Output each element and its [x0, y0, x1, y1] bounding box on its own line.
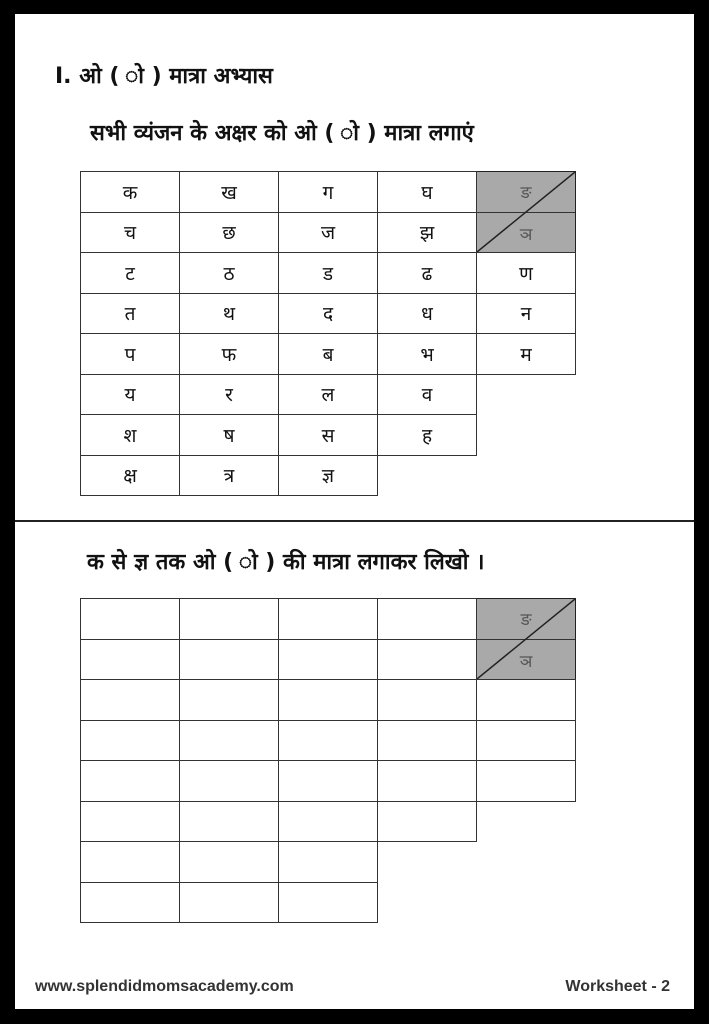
letter-cell: ट — [80, 252, 180, 294]
blank-cell[interactable] — [80, 598, 180, 640]
letter-cell: क्ष — [80, 455, 180, 497]
letter-cell: प — [80, 333, 180, 375]
worksheet-page — [15, 14, 694, 1009]
letter-cell: ज — [278, 212, 378, 254]
blank-cell[interactable] — [278, 801, 378, 843]
letter-cell: म — [476, 333, 576, 375]
letter-cell: ज्ञ — [278, 455, 378, 497]
letter-cell: क — [80, 171, 180, 213]
letter-cell: ब — [278, 333, 378, 375]
letter-cell: ग — [278, 171, 378, 213]
blank-cell[interactable] — [278, 679, 378, 721]
blank-cell[interactable] — [278, 841, 378, 883]
worksheet-number: Worksheet - 2 — [565, 978, 670, 995]
blank-cell[interactable] — [377, 720, 477, 762]
blank-cell[interactable] — [377, 679, 477, 721]
instruction-1: सभी व्यंजन के अक्षर को ओ ( ो ) मात्रा लगाएं — [90, 121, 474, 146]
blank-cell[interactable] — [278, 882, 378, 924]
blank-cell[interactable] — [377, 760, 477, 802]
letter-cell: स — [278, 414, 378, 456]
blank-cell[interactable] — [278, 720, 378, 762]
blank-cell[interactable] — [179, 679, 279, 721]
blank-cell[interactable] — [377, 639, 477, 681]
blank-cell[interactable] — [80, 841, 180, 883]
blank-cell[interactable] — [80, 720, 180, 762]
letter-cell: छ — [179, 212, 279, 254]
letter-cell: ख — [179, 171, 279, 213]
letter-cell: ड — [278, 252, 378, 294]
blank-cell[interactable] — [278, 639, 378, 681]
blank-cell[interactable] — [179, 760, 279, 802]
letter-cell: य — [80, 374, 180, 416]
letter-cell: ण — [476, 252, 576, 294]
blank-cell[interactable] — [179, 720, 279, 762]
letter-cell: न — [476, 293, 576, 335]
letter-cell: भ — [377, 333, 477, 375]
letter-cell: फ — [179, 333, 279, 375]
shaded-letter-bottom: ञ — [519, 225, 533, 245]
blank-cell[interactable] — [278, 760, 378, 802]
shaded-letter-bottom: ञ — [519, 652, 533, 672]
blank-cell[interactable] — [476, 720, 576, 762]
blank-cell[interactable] — [179, 841, 279, 883]
section-divider — [15, 520, 694, 522]
letter-cell: ल — [278, 374, 378, 416]
letter-cell: च — [80, 212, 180, 254]
blank-cell[interactable] — [179, 598, 279, 640]
letter-cell: र — [179, 374, 279, 416]
shaded-cell-1 — [476, 171, 576, 253]
letter-cell: ढ — [377, 252, 477, 294]
blank-cell[interactable] — [377, 801, 477, 843]
blank-cell[interactable] — [80, 801, 180, 843]
letter-cell: ष — [179, 414, 279, 456]
letter-cell: त — [80, 293, 180, 335]
letter-cell: ह — [377, 414, 477, 456]
section-title: I. ओ ( ो ) मात्रा अभ्यास — [55, 64, 273, 89]
blank-cell[interactable] — [80, 882, 180, 924]
letter-cell: व — [377, 374, 477, 416]
blank-cell[interactable] — [80, 679, 180, 721]
blank-cell[interactable] — [476, 679, 576, 721]
website-url[interactable]: www.splendidmomsacademy.com — [35, 978, 294, 995]
blank-cell[interactable] — [179, 882, 279, 924]
letter-cell: ठ — [179, 252, 279, 294]
letter-cell: श — [80, 414, 180, 456]
letter-cell: थ — [179, 293, 279, 335]
shaded-cell-2 — [476, 598, 576, 680]
letter-cell: घ — [377, 171, 477, 213]
letter-cell: त्र — [179, 455, 279, 497]
letter-cell: द — [278, 293, 378, 335]
blank-cell[interactable] — [80, 639, 180, 681]
blank-cell[interactable] — [179, 639, 279, 681]
shaded-letter-top: ङ — [520, 610, 532, 630]
blank-cell[interactable] — [476, 760, 576, 802]
instruction-2: क से ज्ञ तक ओ ( ो ) की मात्रा लगाकर लिखो । — [87, 550, 485, 575]
blank-cell[interactable] — [278, 598, 378, 640]
blank-cell[interactable] — [377, 598, 477, 640]
blank-cell[interactable] — [80, 760, 180, 802]
blank-cell[interactable] — [179, 801, 279, 843]
shaded-letter-top: ङ — [520, 183, 532, 203]
letter-cell: ध — [377, 293, 477, 335]
letter-cell: झ — [377, 212, 477, 254]
